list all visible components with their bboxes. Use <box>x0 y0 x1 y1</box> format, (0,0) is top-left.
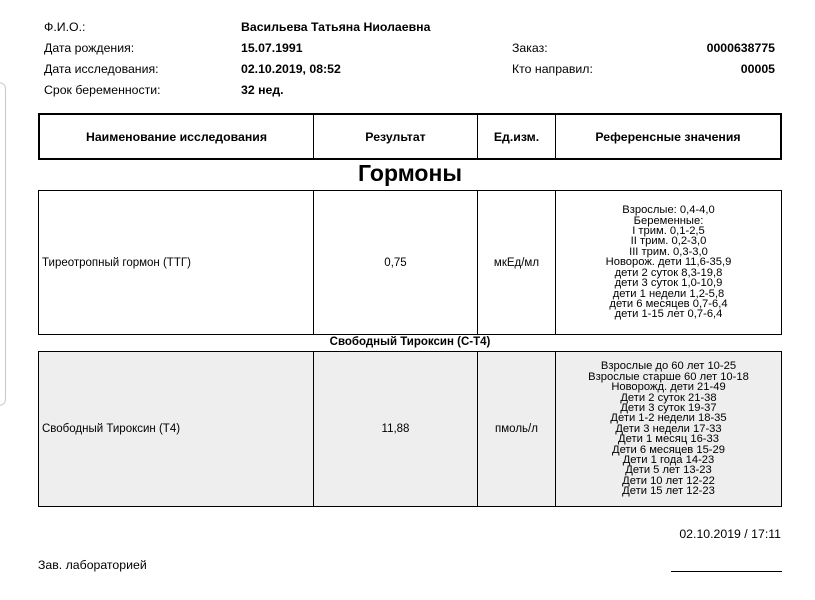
reference-line: Взрослые: 0,4-4,0 <box>622 204 715 217</box>
header-test-name: Наименование исследования <box>40 115 314 158</box>
header-reference: Референсные значения <box>595 129 741 144</box>
reference-line: I трим. 0,1-2,5 <box>632 225 705 238</box>
reference-line: Новорожд. дети 21-49 <box>611 381 726 394</box>
reference-line: Дети 2 суток 21-38 <box>620 391 717 404</box>
order-label: Заказ: <box>512 41 548 55</box>
reference-list <box>606 205 732 319</box>
header-unit: Ед.изм. <box>478 115 556 158</box>
row-result: 11,88 <box>314 352 478 506</box>
reference-line: дети 2 суток 8,3-19,8 <box>614 266 723 279</box>
reference-line: Дети 1-2 недели 18-35 <box>610 412 727 425</box>
reference-line: Дети 5 лет 13-23 <box>625 464 712 477</box>
reference-line: дети 6 месяцев 0,7-6,4 <box>609 297 728 310</box>
row-unit: пмоль/л <box>478 352 556 506</box>
report-timestamp: 02.10.2019 / 17:11 <box>679 527 781 541</box>
fio-label: Ф.И.О.: <box>44 20 86 34</box>
pregnancy-value: 32 нед. <box>241 83 284 97</box>
signature-line <box>671 571 782 572</box>
row-unit: мкЕд/мл <box>478 191 556 334</box>
reference-list <box>588 361 749 496</box>
reference-line: Дети 3 недели 17-33 <box>615 422 722 435</box>
table-row <box>38 190 782 335</box>
reference-line: III трим. 0,3-3,0 <box>629 245 708 258</box>
lab-head-label: Зав. лабораторией <box>38 558 147 572</box>
reference-line: Взрослые до 60 лет 10-25 <box>600 360 737 373</box>
side-tab-handle[interactable] <box>0 82 6 406</box>
row-test-name: Свободный Тироксин (Т4) <box>39 352 314 506</box>
study-date-label: Дата исследования: <box>44 62 159 76</box>
dob-label: Дата рождения: <box>44 41 135 55</box>
order-value: 0000638775 <box>706 41 775 55</box>
reference-line: II трим. 0,2-3,0 <box>630 235 707 248</box>
reference-line: Дети 6 месяцев 15-29 <box>612 443 725 456</box>
row-result: 0,75 <box>314 191 478 334</box>
reference-line: Взрослые старше 60 лет 10-18 <box>588 370 749 383</box>
reference-line: Дети 3 суток 19-37 <box>620 401 717 414</box>
referrer-value: 00005 <box>740 62 775 76</box>
reference-line: дети 1-15 лет 0,7-6,4 <box>614 308 723 321</box>
group-subheading: Свободный Тироксин (С-Т4) <box>329 336 491 348</box>
reference-line: Дети 1 года 14-23 <box>622 454 715 467</box>
dob-value: 15.07.1991 <box>241 41 303 55</box>
row-test-name: Тиреотропный гормон (ТТГ) <box>39 191 314 334</box>
referrer-label: Кто направил: <box>512 62 593 76</box>
reference-line: Дети 1 месяц 16-33 <box>618 433 719 446</box>
pregnancy-label: Срок беременности: <box>44 83 161 97</box>
row-reference <box>556 191 781 334</box>
reference-line: Новорож. дети 11,6-35,9 <box>605 256 732 269</box>
reference-line: Дети 15 лет 12-23 <box>622 485 715 498</box>
reference-line: Беременные: <box>633 214 704 227</box>
header-result: Результат <box>314 115 478 158</box>
section-title: Гормоны <box>358 160 462 186</box>
results-table-header <box>38 113 782 160</box>
reference-line: дети 3 суток 1,0-10,9 <box>614 277 723 290</box>
row-reference <box>556 352 781 506</box>
fio-value: Васильева Татьяна Ниолаевна <box>241 20 431 34</box>
reference-line: Дети 10 лет 12-22 <box>622 474 715 487</box>
reference-line: дети 1 недели 1,2-5,8 <box>612 287 725 300</box>
table-row <box>38 351 782 507</box>
study-date-value: 02.10.2019, 08:52 <box>241 62 341 76</box>
